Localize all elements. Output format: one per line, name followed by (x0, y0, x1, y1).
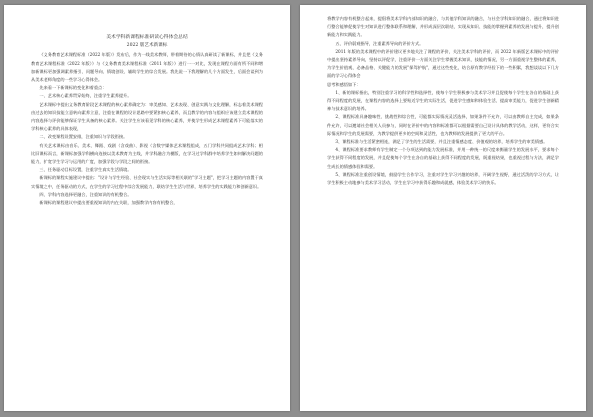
paragraph: 将教学内容有机整合起来，提倡将美术学科内部知识的融合，与其他学科知识的融合，与社会学科知识的融合，通过将知识进行整合能够促使学生对知识进行整体联系和理解，并形成深层次联结，实现从知识、技能的掌握到素养的发展与提升，提升创新能力和实践能力。 (327, 16, 559, 38)
list-item: 5、课程标准注重创设情境，鼓励学生合作学习，注重对学生学习兴趣的培养，开阔学生视野，通过活泼的学习方式，让学生积极主动地参与美术学习活动，学生在学习中获得乐趣和成就感，体验美术学习的快乐。 (327, 171, 559, 186)
page-left-content (31, 34, 263, 207)
paragraph: 新课标的课程实施建议中提出："设计与学生经验、社会现实与生活实际等相关联的"学习主题"，把学习主题的内容置于真实情境之中，任务驱动的方式，在学生的学习过程中综合发展能力，联结学生生活与世界，培养学生的实践能力和创新意识。 (31, 175, 263, 189)
section-heading: 二、改变课程设置安排，注重知识与学段衔接。 (39, 134, 128, 140)
section-heading: 三、任务驱动目标设置，注重学生真实生活情境。 (39, 167, 132, 173)
list-item: 2、课程标准具备趣味性、挑战性和综合性，可能都实际情况灵活选择，如果条件不允许，可以由教师自主完成，如果条件允许，可以邀请社会相关人员参与，同时在评价中的内容和标准都可以根据需要自己设计具体的教学活动，这样，更符合实际情况和学生的发展需要，为教学提供更多的空间和灵活性，也为教师的发展提供了更大的平台。 (327, 114, 559, 136)
document-title: 美术学科新课程标准研读心得体会总结 (106, 35, 188, 40)
paragraph: 新课标的课程建议中提出要重视知识的内在关联，加强教学内容有机整合， (39, 200, 178, 206)
list-item: 1、新的课标指出，特别注重学习的科学性和选择性，使每个学生积极参与美术学习并且促使每个学生在各自的基础上获得不同程度的发展，在课程内容的选择上要贴近学生的实际生活，促进学生感知和体验生活、提高审美能力，促进学生创新精神与技术意识的培养。 (327, 89, 559, 112)
paragraph: 思考和感悟如下： (327, 81, 361, 87)
section-heading: 四、学科内容选择更融合，注重知识的有机整合。 (39, 191, 132, 197)
paragraph: 2011 年版的美术课程中的评价建议更多地关注了课程的评价，关注美术学科的评价，而 2022 年新版艺术课标中的评价中提出坚持素养导向，坚持以评促学，注重评价一方面关注学生掌握美术知识、技能的情况，另一方面重视学生整体的素养，为学生价值观、必备品格、关键能力的发展"保驾护航"，通过这些变化，结合原有教学经验下的一些积累，我想谈谈以下几方面的学习心得体会 (327, 48, 559, 79)
section-heading: 五、评价弱观指导，注重素养导向的评价方式。 (335, 40, 424, 46)
paragraph: 有关艺术课标由音乐、美术、舞蹈、戏剧（含戏曲）、影视（含数字媒体艺术课程组成，五门学科共同组成艺术学科；相比旧课标而言，新课标加强学科横向连接以美术教育为主线，并学科融合为模版，在学习过学科群中培养学生如何解决问题的能力，扩宽学生学习与运用的广度，加强学段与学段之间的衔接。 (31, 142, 263, 165)
paragraph: 艺术课标中提出义务教育阶段艺术课程的核心素养确定为：审美感知、艺术表现、创意实践与文化理解，标志着美术课程由过去的知识技能立意转向素养立意，注重在课程的设计思路中要紧扣核心素养，而且教学的内容与组织应该建立美术课程的内容选择与评价能够保证学生具备的核心素养。关注学生应该看见学科的核心素养，并使学生形成艺术课程素养下可能落实的学科核心素养的具体表现， (31, 101, 263, 132)
list-item: 3、课程标准与生活紧密相连，满足了学生的生活需要，并且注重情感态度、价值观的培养，培养学生的审美情感。 (335, 139, 548, 145)
list-item: 4、课程标准要求教师有学生制定一个分项达到的能力发展标准，并用一种统一的尺度来衡量学生的发展水平，要求每个学生获得不同程度的发展，并且促使每个学生在各自的基础上获得不同程度的发展，既重视结果，也重视过程与方法，满足学生成长的情感体验和需要。 (327, 147, 559, 169)
document-subtitle: 2022 版艺术新课标 (126, 43, 168, 49)
document-page-left (4, 5, 290, 411)
paragraph: 先来看一下新课标的变化和着重点： (39, 85, 107, 91)
document-page-right (300, 5, 586, 411)
section-heading: 一、艺术核心素养贯穿始终，注重学生素养提升。 (39, 93, 132, 99)
paragraph: 《义务教育艺术课程标准（2022 年版）》发布后，作为一线美术教师，带着期待的心情认真研读了新课标，并且把《义务教育艺术课程标准（2022 年版）》与《义务教育美术课程标准（2011 年版）》进行一一对比，发现在课程方面有所不同和增加新课标更加强调素养指引、问题导向、情境创设、辅助学生的综合发展。我先说一下我理解的几个方面发生，后面会谈到为从美术老师角度的一些学习心得体会。 (31, 52, 263, 83)
page-right-content (327, 15, 559, 187)
